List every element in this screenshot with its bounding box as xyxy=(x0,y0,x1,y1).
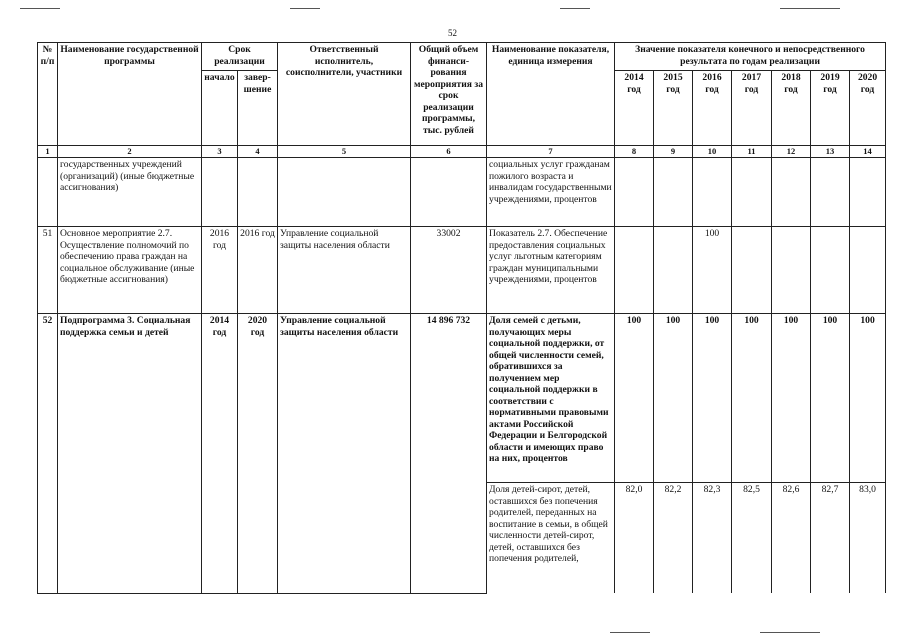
header-year: 2016 год xyxy=(693,71,732,146)
row-end xyxy=(238,158,278,227)
row-start: 2016 год xyxy=(202,227,238,314)
header-funding: Общий объем финанси-рования мероприятия за срок реализации программы, тыс. рублей xyxy=(411,43,487,146)
scan-mark xyxy=(610,632,650,633)
program-table xyxy=(37,42,886,594)
row-value xyxy=(693,158,732,227)
row-program: Основное мероприятие 2.7. Осуществление полномочий по обеспечению права граждан на социальное обслуживание (иные бюджетные ассигнования) xyxy=(58,227,202,314)
row-value xyxy=(615,227,654,314)
row-value: 82,3 xyxy=(693,483,732,594)
row-value xyxy=(850,227,886,314)
page-number: 52 xyxy=(448,28,457,38)
header-year: 2019 год xyxy=(811,71,850,146)
column-number: 10 xyxy=(693,146,732,158)
scan-mark xyxy=(760,632,820,633)
header-program: Наименование государственной программы xyxy=(58,43,202,146)
header-year: 2018 год xyxy=(772,71,811,146)
column-number: 4 xyxy=(238,146,278,158)
column-number-row xyxy=(38,146,886,158)
row-indicator: Показатель 2.7. Обеспечение предоставления социальных услуг льготным категориям граждан муниципальными учреждениями, процентов xyxy=(487,227,615,314)
row-value: 100 xyxy=(615,314,654,483)
row-value: 100 xyxy=(850,314,886,483)
column-number: 1 xyxy=(38,146,58,158)
row-value xyxy=(654,158,693,227)
column-number: 5 xyxy=(278,146,411,158)
row-no: 51 xyxy=(38,227,58,314)
row-value xyxy=(772,227,811,314)
header-term-end: завер-шение xyxy=(238,71,278,146)
row-responsible: Управление социальной защиты населения области xyxy=(278,314,411,594)
row-value xyxy=(772,158,811,227)
row-value: 100 xyxy=(811,314,850,483)
table-row xyxy=(38,314,886,483)
column-number: 13 xyxy=(811,146,850,158)
column-number: 6 xyxy=(411,146,487,158)
row-indicator: Доля детей-сирот, детей, оставшихся без попечения родителей, переданных на воспитание в семьи, в общей численности детей-сирот, детей, оставшихся без попечения родителей, xyxy=(487,483,615,594)
row-funding: 14 896 732 xyxy=(411,314,487,594)
column-number: 11 xyxy=(732,146,772,158)
row-value: 82,0 xyxy=(615,483,654,594)
row-value xyxy=(732,227,772,314)
row-value: 100 xyxy=(772,314,811,483)
row-value: 82,6 xyxy=(772,483,811,594)
row-value: 82,5 xyxy=(732,483,772,594)
table-row xyxy=(38,158,886,227)
row-value xyxy=(732,158,772,227)
row-responsible xyxy=(278,158,411,227)
header-no: № п/п xyxy=(38,43,58,146)
header-term-start: начало xyxy=(202,71,238,146)
header-term: Срок реализации xyxy=(202,43,278,71)
column-number: 12 xyxy=(772,146,811,158)
row-value: 82,2 xyxy=(654,483,693,594)
row-value: 82,7 xyxy=(811,483,850,594)
scan-mark xyxy=(780,8,840,9)
row-no: 52 xyxy=(38,314,58,594)
row-funding xyxy=(411,158,487,227)
header-year: 2017 год xyxy=(732,71,772,146)
table-row xyxy=(38,227,886,314)
row-value: 100 xyxy=(693,314,732,483)
scan-mark xyxy=(290,8,320,9)
row-indicator: социальных услуг гражданам пожилого возраста и инвалидам государственными учреждениями, процентов xyxy=(487,158,615,227)
row-no xyxy=(38,158,58,227)
header-year: 2020 год xyxy=(850,71,886,146)
row-start xyxy=(202,158,238,227)
row-value xyxy=(615,158,654,227)
row-responsible: Управление социальной защиты населения области xyxy=(278,227,411,314)
row-program: Подпрограмма 3. Социальная поддержка семьи и детей xyxy=(58,314,202,594)
row-value xyxy=(654,227,693,314)
column-number: 9 xyxy=(654,146,693,158)
header-values: Значение показателя конечного и непосредственного результата по годам реализации xyxy=(615,43,886,71)
row-value: 100 xyxy=(654,314,693,483)
row-value xyxy=(811,158,850,227)
scan-mark xyxy=(560,8,590,9)
column-number: 7 xyxy=(487,146,615,158)
row-program: государственных учреждений (организаций) (иные бюджетные ассигнования) xyxy=(58,158,202,227)
row-value: 100 xyxy=(693,227,732,314)
row-value xyxy=(811,227,850,314)
column-number: 14 xyxy=(850,146,886,158)
row-start: 2014 год xyxy=(202,314,238,594)
column-number: 8 xyxy=(615,146,654,158)
header-year: 2015 год xyxy=(654,71,693,146)
column-number: 3 xyxy=(202,146,238,158)
row-value xyxy=(850,158,886,227)
row-indicator: Доля семей с детьми, получающих меры социальной поддержки, от общей численности семей, обратившихся за получением мер социальной поддержки в соответствии с нормативными правовыми актами Российской Федерации и Белгородской области и имеющих право на них, процентов xyxy=(487,314,615,483)
header-responsible: Ответственный исполнитель, соисполнители, участники xyxy=(278,43,411,146)
header-indicator: Наименование показателя, единица измерения xyxy=(487,43,615,146)
scan-mark xyxy=(20,8,60,9)
row-end: 2016 год xyxy=(238,227,278,314)
row-end: 2020 год xyxy=(238,314,278,594)
row-value: 83,0 xyxy=(850,483,886,594)
column-number: 2 xyxy=(58,146,202,158)
row-value: 100 xyxy=(732,314,772,483)
header-year: 2014 год xyxy=(615,71,654,146)
row-funding: 33002 xyxy=(411,227,487,314)
